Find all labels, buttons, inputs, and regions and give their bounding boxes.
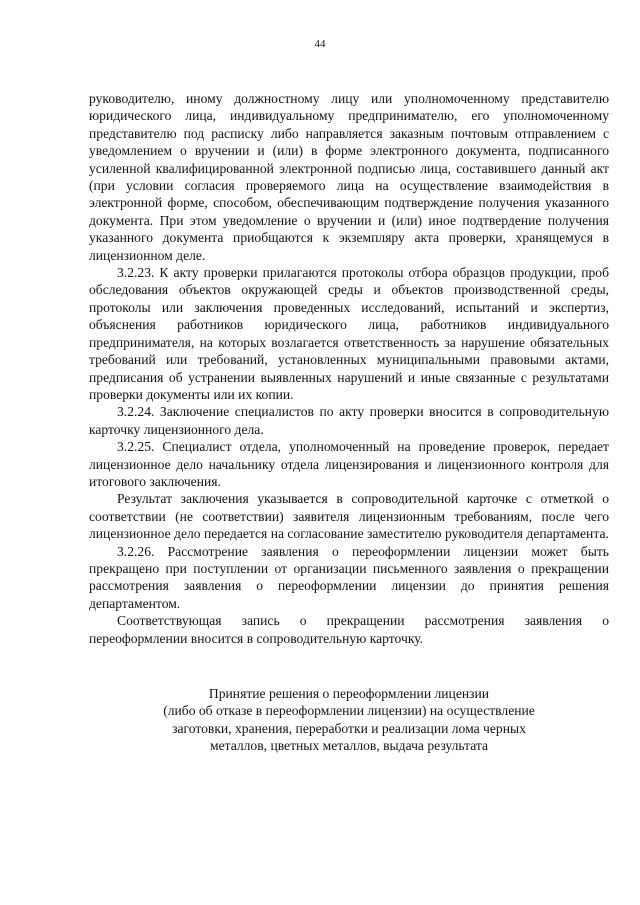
section-heading xyxy=(89,685,609,755)
paragraph-record: Соответствующая запись о прекращении рассмотрения заявления о переоформлении вносится в сопроводительную карточку. xyxy=(89,613,609,646)
page-number: 44 xyxy=(314,38,326,50)
paragraph-3-2-25: 3.2.25. Специалист отдела, уполномоченный на проведение проверок, передает лицензионное дело начальнику отдела лицензирования и лицензионного контроля для итогового заключения. xyxy=(89,439,609,489)
body-text xyxy=(89,90,609,647)
heading-line: металлов, цветных металлов, выдача результата xyxy=(209,738,489,754)
paragraph-3-2-24: 3.2.24. Заключение специалистов по акту проверки вносится в сопроводительную карточку лицензионного дела. xyxy=(89,404,609,437)
heading-line: заготовки, хранения, переработки и реализации лома черных xyxy=(172,720,526,736)
paragraph-result: Результат заключения указывается в сопроводительной карточке с отметкой о соответствии (не соответствии) заявителя лицензионным требованиям, после чего лицензионное дело передается на согласование заместителю руководителя департамента. xyxy=(89,491,609,542)
heading-line: Принятие решения о переоформлении лицензии xyxy=(208,686,490,701)
heading-line: (либо об отказе в переоформлении лицензии) на осуществление xyxy=(163,703,535,719)
paragraph-continuation: руководителю, иному должностному лицу или уполномоченному представителю юридического лица, индивидуальному предпринимателю, его уполномоченному представителю под расписку либо направляется заказным почтовым отправлением с уведомлением о вручении и (или) в форме электронного документа, подписанного усиленной квалифицированной электронной подписью лица, составившего данный акт (при условии согласия проверяемого лица на осуществление взаимодействия в электронной форме, способом, обеспечивающим подтверждение получения указанного документа. При этом уведомление о вручении и (или) иное подтвердение получения указанного документа приобщаются к экземпляру акта проверки, хранящемуся в лицензионном деле. xyxy=(89,91,609,263)
paragraph-3-2-26: 3.2.26. Рассмотрение заявления о переоформлении лицензии может быть прекращено при поступлении от организации письменного заявления о прекращении рассмотрения заявления о переоформлении лицензии до принятия решения департаментом. xyxy=(89,543,609,611)
paragraph-3-2-23: 3.2.23. К акту проверки прилагаются протоколы отбора образцов продукции, проб обследования объектов окружающей среды и объектов производственной среды, протоколы или заключения проведенных исследований, испытаний и экспертиз, объяснения работников юридического лица, работников индивидуального предпринимателя, на которых возлагается ответственность за нарушение обязательных требований или требований, установленных муниципальными правовыми актами, предписания об устранении выявленных нарушений и иные связанные с результатами проверки документы или их копии. xyxy=(89,265,609,402)
